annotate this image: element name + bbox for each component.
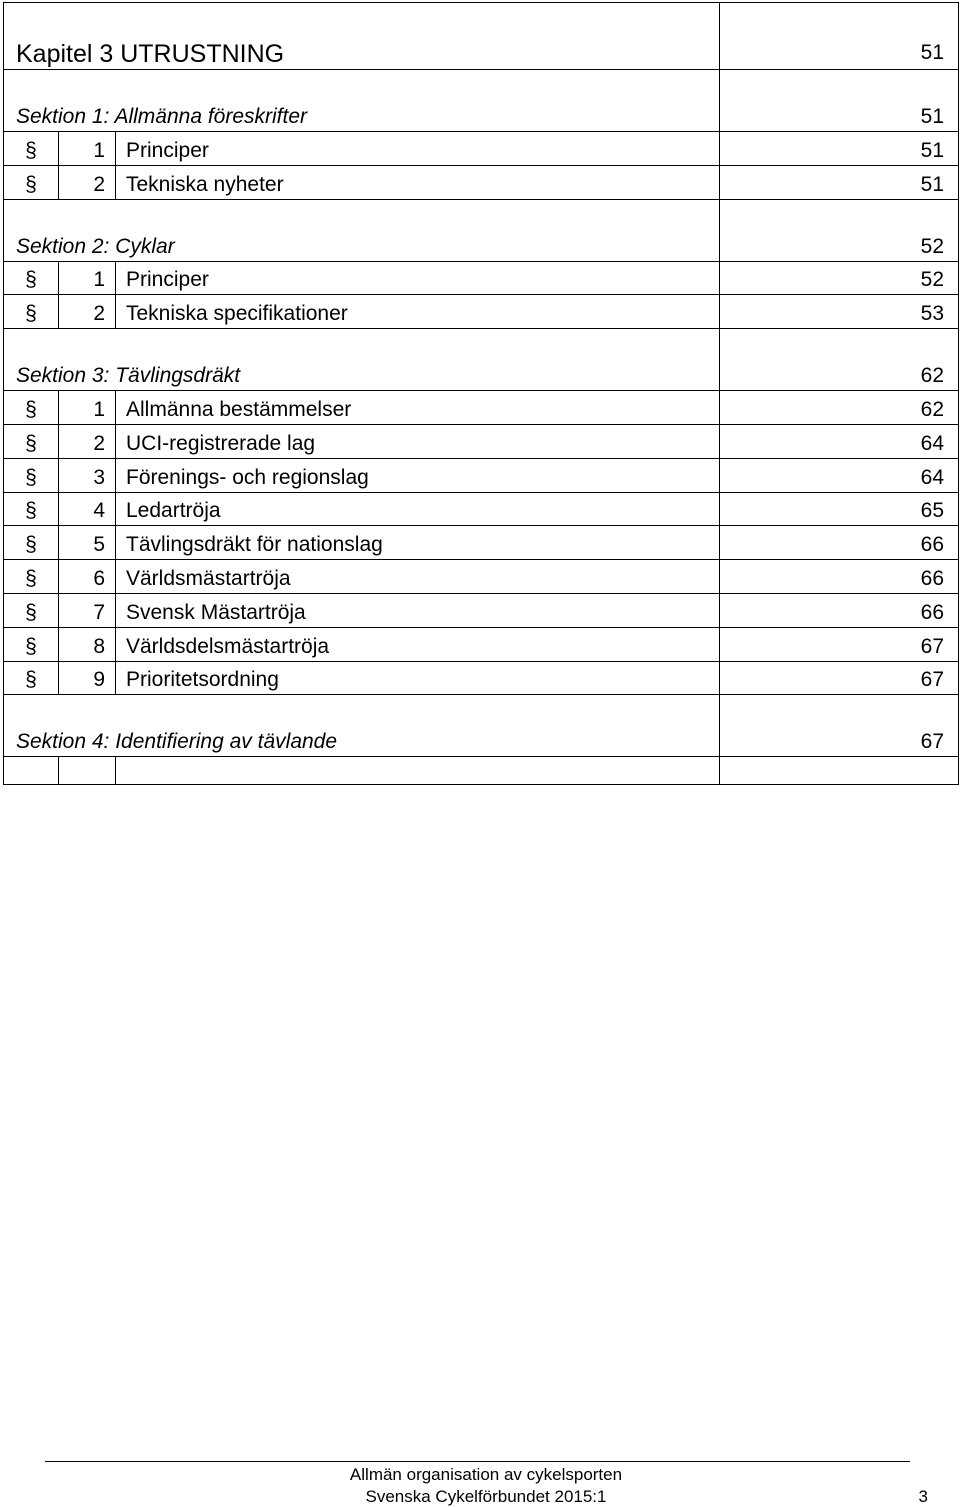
chapter-row (4, 3, 959, 70)
item-number: 4 (59, 492, 116, 526)
section-symbol: § (4, 560, 59, 594)
empty-cell (59, 757, 116, 785)
toc-item-row (4, 593, 959, 627)
section-page: 62 (720, 329, 959, 391)
item-number: 6 (59, 560, 116, 594)
item-page: 66 (720, 560, 959, 594)
section-row (4, 329, 959, 391)
item-number: 2 (59, 165, 116, 199)
toc-item-row (4, 261, 959, 295)
toc-body (4, 3, 959, 785)
toc-item-row (4, 165, 959, 199)
section-symbol: § (4, 526, 59, 560)
section-symbol: § (4, 492, 59, 526)
empty-cell (116, 757, 720, 785)
toc-item-row (4, 526, 959, 560)
section-row (4, 70, 959, 132)
item-number: 2 (59, 424, 116, 458)
item-page: 65 (720, 492, 959, 526)
section-page: 51 (720, 70, 959, 132)
section-symbol: § (4, 661, 59, 695)
item-page: 64 (720, 458, 959, 492)
item-title: Världsdelsmästartröja (116, 627, 720, 661)
item-page: 67 (720, 627, 959, 661)
section-title: Sektion 1: Allmänna föreskrifter (4, 70, 720, 132)
item-page: 66 (720, 526, 959, 560)
footer-page-number: 3 (918, 1487, 928, 1506)
item-number: 7 (59, 593, 116, 627)
section-title: Sektion 4: Identifiering av tävlande (4, 695, 720, 757)
item-title: Prioritetsordning (116, 661, 720, 695)
item-title: Ledartröja (116, 492, 720, 526)
item-title: Tekniska nyheter (116, 165, 720, 199)
section-symbol: § (4, 261, 59, 295)
toc-item-row (4, 661, 959, 695)
section-page: 52 (720, 199, 959, 261)
item-title: Allmänna bestämmelser (116, 391, 720, 425)
section-symbol: § (4, 627, 59, 661)
item-page: 66 (720, 593, 959, 627)
chapter-title: Kapitel 3 UTRUSTNING (4, 3, 720, 70)
toc-item-row (4, 391, 959, 425)
empty-row (4, 757, 959, 785)
item-page: 51 (720, 132, 959, 166)
item-number: 2 (59, 295, 116, 329)
item-title: Tekniska specifikationer (116, 295, 720, 329)
item-title: Svensk Mästartröja (116, 593, 720, 627)
item-number: 3 (59, 458, 116, 492)
toc-item-row (4, 627, 959, 661)
item-number: 9 (59, 661, 116, 695)
section-title: Sektion 2: Cyklar (4, 199, 720, 261)
item-number: 1 (59, 132, 116, 166)
item-page: 62 (720, 391, 959, 425)
item-page: 67 (720, 661, 959, 695)
section-page: 67 (720, 695, 959, 757)
item-page: 52 (720, 261, 959, 295)
footer-publication: Svenska Cykelförbundet 2015:1 (365, 1487, 607, 1506)
section-row (4, 695, 959, 757)
item-title: Principer (116, 261, 720, 295)
section-title: Sektion 3: Tävlingsdräkt (4, 329, 720, 391)
section-symbol: § (4, 391, 59, 425)
item-number: 1 (59, 391, 116, 425)
item-title: UCI-registrerade lag (116, 424, 720, 458)
toc-item-row (4, 560, 959, 594)
table-of-contents (3, 2, 959, 785)
toc-item-row (4, 458, 959, 492)
item-title: Världsmästartröja (116, 560, 720, 594)
item-number: 8 (59, 627, 116, 661)
item-title: Förenings- och regionslag (116, 458, 720, 492)
section-symbol: § (4, 132, 59, 166)
chapter-page: 51 (720, 3, 959, 70)
toc-item-row (4, 132, 959, 166)
section-row (4, 199, 959, 261)
section-symbol: § (4, 424, 59, 458)
toc-item-row (4, 424, 959, 458)
item-page: 51 (720, 165, 959, 199)
toc-item-row (4, 295, 959, 329)
item-page: 64 (720, 424, 959, 458)
section-symbol: § (4, 593, 59, 627)
section-symbol: § (4, 295, 59, 329)
item-title: Principer (116, 132, 720, 166)
item-number: 5 (59, 526, 116, 560)
item-title: Tävlingsdräkt för nationslag (116, 526, 720, 560)
item-number: 1 (59, 261, 116, 295)
footer-organisation: Allmän organisation av cykelsporten (349, 1465, 623, 1484)
item-page: 53 (720, 295, 959, 329)
empty-cell (4, 757, 59, 785)
toc-item-row (4, 492, 959, 526)
section-symbol: § (4, 458, 59, 492)
empty-cell (720, 757, 959, 785)
section-symbol: § (4, 165, 59, 199)
footer-divider (45, 1461, 910, 1462)
